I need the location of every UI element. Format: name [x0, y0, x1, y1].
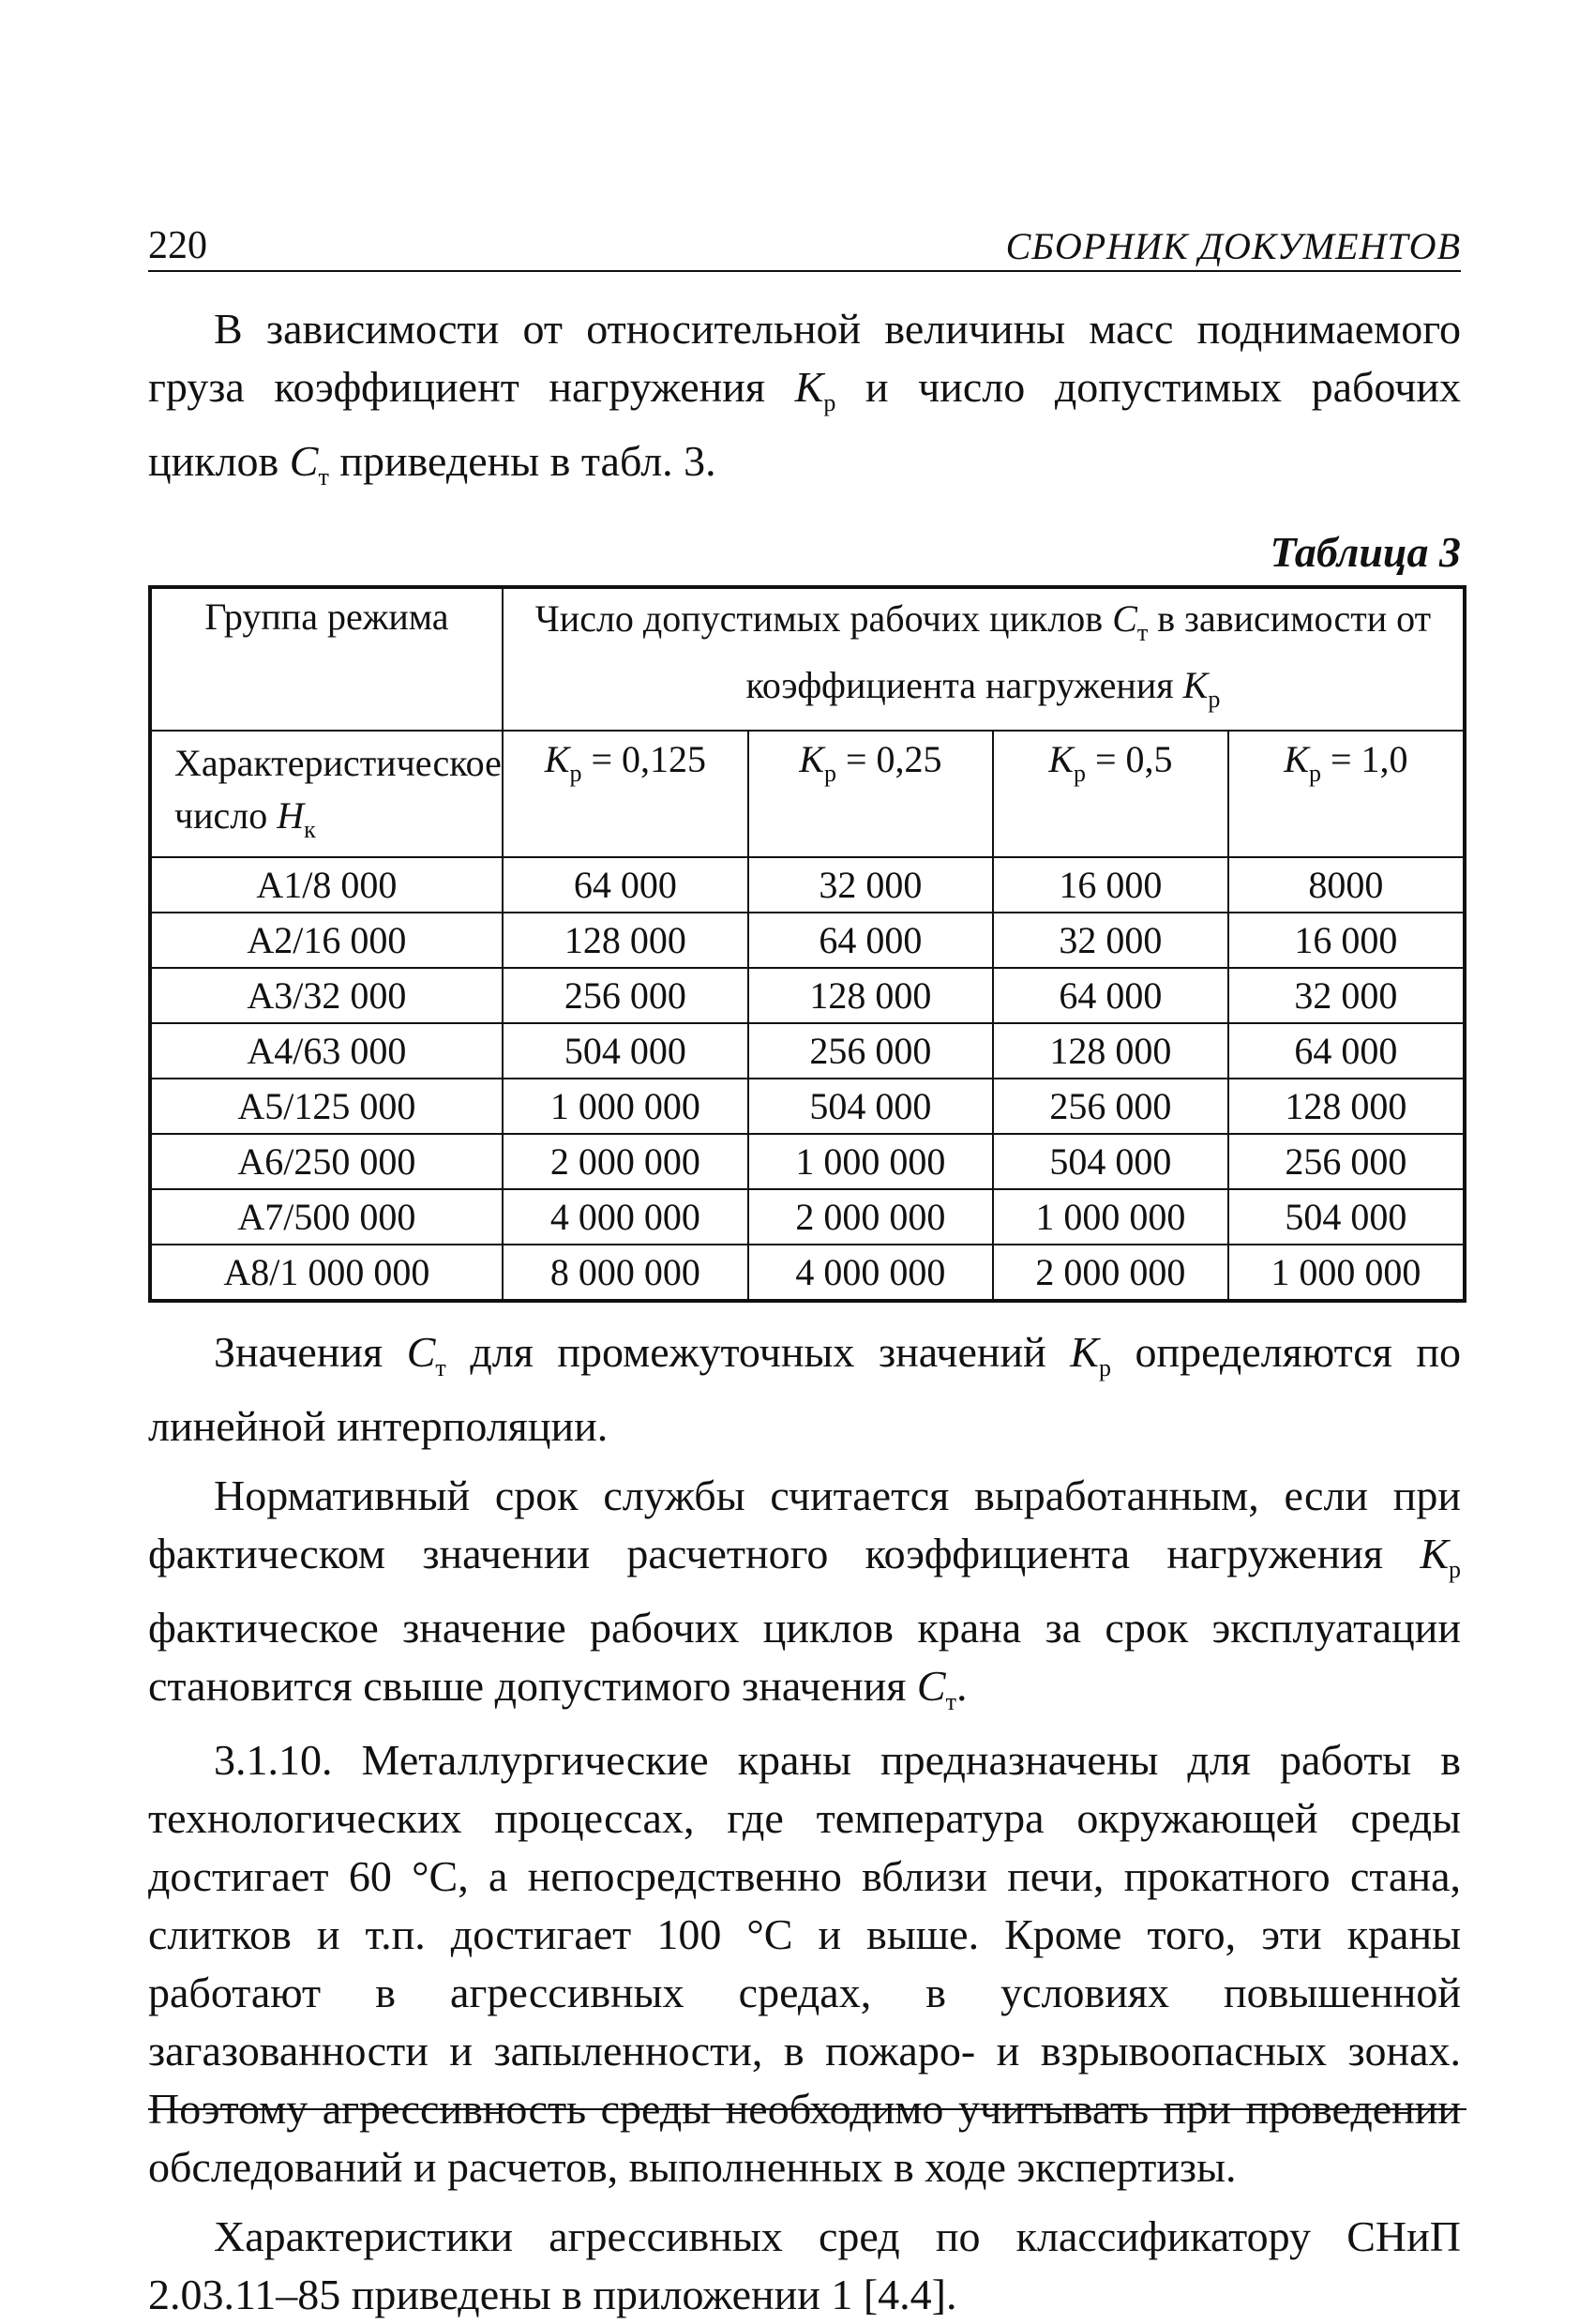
k-header-4: $K_р = 1,0$ — [1228, 731, 1465, 857]
value-cell: 128 000 — [993, 1023, 1228, 1079]
value-cell: 256 000 — [1228, 1134, 1465, 1189]
value-cell: 1 000 000 — [993, 1189, 1228, 1245]
characteristic-number-header: Характеристическое число $H_к$ — [150, 731, 503, 857]
value-cell: 504 000 — [748, 1079, 993, 1134]
table-row — [150, 913, 1465, 968]
value-cell: 2 000 000 — [993, 1245, 1228, 1301]
value-cell: 2 000 000 — [748, 1189, 993, 1245]
group-cell: A7/500 000 — [150, 1189, 503, 1245]
value-cell: 504 000 — [503, 1023, 748, 1079]
table-row — [150, 1245, 1465, 1301]
value-cell: 64 000 — [1228, 1023, 1465, 1079]
table-row — [150, 1189, 1465, 1245]
group-cell: A1/8 000 — [150, 857, 503, 913]
value-cell: 256 000 — [748, 1023, 993, 1079]
value-cell: 2 000 000 — [503, 1134, 748, 1189]
value-cell: 256 000 — [503, 968, 748, 1023]
value-cell: 8000 — [1228, 857, 1465, 913]
k-header-1: $K_р = 0,125$ — [503, 731, 748, 857]
value-cell: 32 000 — [1228, 968, 1465, 1023]
aggressive-media-paragraph: Характеристики агрессивных сред по классификатору СНиП 2.03.11–85 приведены в приложении 1 [4.4]. — [148, 2212, 1461, 2318]
document-page — [148, 218, 1461, 2324]
page-number: 220 — [148, 224, 207, 267]
value-cell: 256 000 — [993, 1079, 1228, 1134]
group-cell: A4/63 000 — [150, 1023, 503, 1079]
value-cell: 504 000 — [993, 1134, 1228, 1189]
value-cell: 1 000 000 — [748, 1134, 993, 1189]
table-row — [150, 857, 1465, 913]
value-cell: 64 000 — [748, 913, 993, 968]
value-cell: 32 000 — [748, 857, 993, 913]
value-cell: 8 000 000 — [503, 1245, 748, 1301]
group-cell: A6/250 000 — [150, 1134, 503, 1189]
group-cell: A2/16 000 — [150, 913, 503, 968]
value-cell: 16 000 — [1228, 913, 1465, 968]
value-cell: 1 000 000 — [503, 1079, 748, 1134]
group-cell: A5/125 000 — [150, 1079, 503, 1134]
service-life-paragraph: Нормативный срок службы считается выработанным, если при фактическом значении расчетного коэффициента нагружения $K_р$ фактическое значение рабочих циклов крана за срок эксплуатации становится свыше допустимого значения $C_т$. — [148, 1471, 1461, 1715]
running-title: СБОРНИК ДОКУМЕНТОВ — [1005, 225, 1461, 267]
table-caption: Таблица 3 — [1270, 528, 1461, 576]
value-cell: 16 000 — [993, 857, 1228, 913]
value-cell: 64 000 — [503, 857, 748, 913]
interpolation-paragraph: Значения $C_т$ для промежуточных значений $K_р$ определяются по линейной интерполяции. — [148, 1328, 1461, 1450]
value-cell: 128 000 — [1228, 1079, 1465, 1134]
table-header-row — [150, 587, 1465, 731]
value-cell: 128 000 — [748, 968, 993, 1023]
footer-rule — [148, 2108, 1466, 2110]
page-header — [148, 218, 1461, 272]
cycles-header: Число допустимых рабочих циклов $C_т$ в зависимости от коэффициента нагружения $K_р$ — [503, 587, 1465, 731]
value-cell: 128 000 — [503, 913, 748, 968]
intro-paragraph: В зависимости от относительной величины масс поднимаемого груза коэффициент нагружения $K_р$ и число допустимых рабочих циклов $C_т$ приведены в табл. 3. — [148, 305, 1461, 490]
cycles-table — [148, 585, 1466, 1303]
k-header-2: $K_р = 0,25$ — [748, 731, 993, 857]
value-cell: 1 000 000 — [1228, 1245, 1465, 1301]
value-cell: 32 000 — [993, 913, 1228, 968]
k-header-3: $K_р = 0,5$ — [993, 731, 1228, 857]
table-row — [150, 1023, 1465, 1079]
table-subheader-row — [150, 731, 1465, 857]
metallurgical-cranes-paragraph: 3.1.10. Металлургические краны предназначены для работы в технологических процессах, где температура окружающей среды достигает 60 °С, а непосредственно вблизи печи, прокатного стана, слитков и т.п. достигает 100 °С и выше. Кроме того, эти краны работают в агрессивных средах, в условиях повышенной загазованности и запыленности, в пожаро- и взрывоопасных зонах. Поэтому агрессивность среды необходимо учитывать при проведении обследований и расчетов, выполненных в ходе экспертизы. — [148, 1736, 1461, 2191]
group-cell: A3/32 000 — [150, 968, 503, 1023]
value-cell: 4 000 000 — [748, 1245, 993, 1301]
value-cell: 4 000 000 — [503, 1189, 748, 1245]
group-cell: A8/1 000 000 — [150, 1245, 503, 1301]
table-row — [150, 968, 1465, 1023]
value-cell: 64 000 — [993, 968, 1228, 1023]
value-cell: 504 000 — [1228, 1189, 1465, 1245]
table-row — [150, 1079, 1465, 1134]
group-header: Группа режима — [150, 587, 503, 731]
table-row — [150, 1134, 1465, 1189]
